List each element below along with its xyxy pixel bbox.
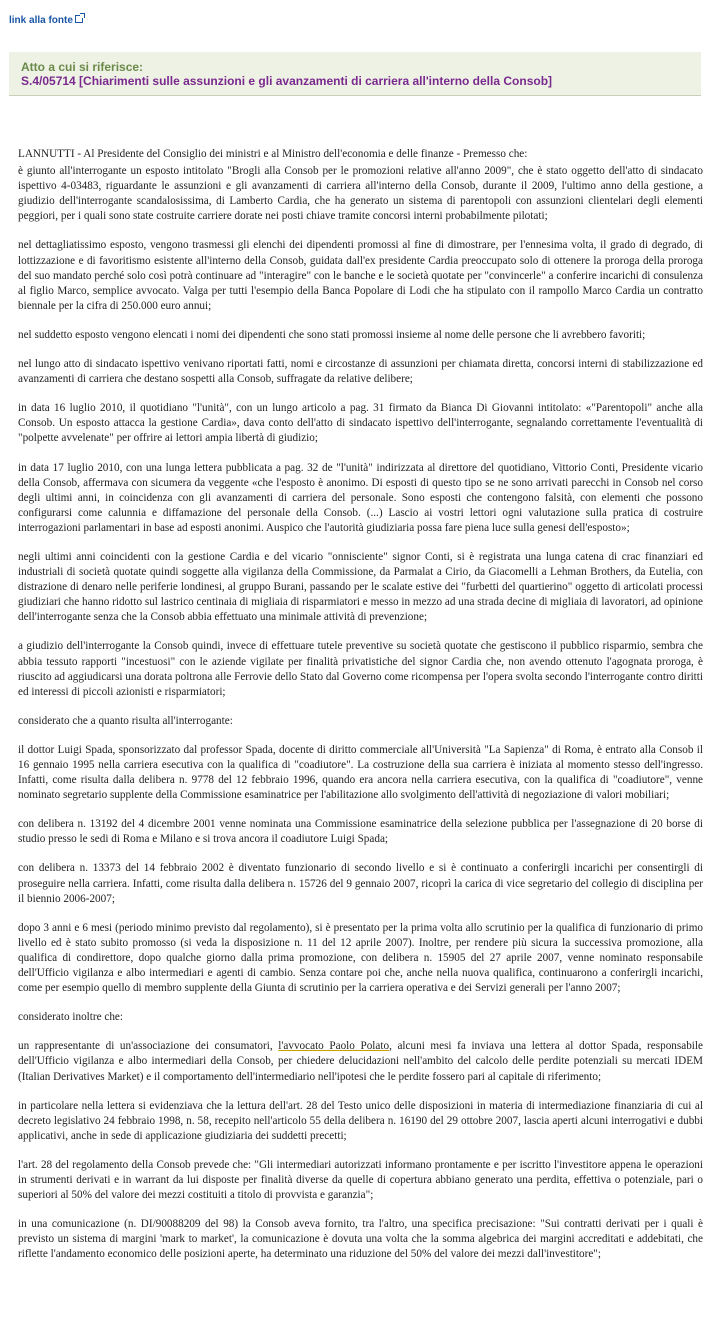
paragraph: negli ultimi anni coincidenti con la gestione Cardia e del vicario "onnisciente" signor Conti, si è registrata una lunga catena di crac finanziari ed industriali di società quotate quindi soggette alla vigilanza della Commissione, da Parmalat a Cirio, da Giacomelli a Lehman Brothers, da Eutelia, con distrazione di denaro nelle periferie londinesi, al gruppo Burani, passando per le scalate estive dei "furbetti del quartierino" oggetto di articolati processi giudiziari che hanno ridotto sul lastrico centinaia di migliaia di risparmiatori e messo in mezzo ad una strada decine di migliaia di lavoratori, ad opinione dell'interrogante senza che la Consob abbia effettuato una minimale attività di prevenzione; — [18, 550, 703, 624]
paragraph: con delibera n. 13192 del 4 dicembre 2001 venne nominata una Commissione esaminatrice della selezione pubblica per l'assegnazione di 20 borse di studio presso le sedi di Roma e Milano e si trova ancora il coadiutore Luigi Spada; — [18, 818, 703, 846]
document-body — [18, 147, 703, 1276]
paragraph: in data 16 luglio 2010, il quotidiano "l'unità", con un lungo articolo a pag. 31 firmato da Bianca Di Giovanni intitolato: «"Parentopoli" anche alla Consob. Un esposto attacca la gestione Cardia», dava conto dell'atto di sindacato ispettivo dell'interrogante, segnalando correttamente l'eventualità di "polpette avvelenate" per offrire ai lettori ampia libertà di giudizio; — [18, 402, 703, 445]
intro-paragraph: LANNUTTI - Al Presidente del Consiglio dei ministri e al Ministro dell'economia e delle finanze - Premesso che: — [18, 148, 528, 160]
paragraph: considerato inoltre che: — [18, 1011, 123, 1024]
source-link[interactable] — [9, 15, 83, 26]
external-link-icon — [75, 15, 83, 23]
polato-after: , alcuni mesi fa inviava una lettera al dottor Spada, responsabile dell'Ufficio vigilanza e albo intermediari della Consob, per chiedere delucidazioni nell'ambito del calcolo delle perdite potenziali su mercati IDEM (Italian Derivatives Market) e il comportamento dell'intermediario nell'ipotesi che le perdite fossero pari al capitale di riferimento; — [18, 1040, 703, 1083]
paragraph: il dottor Luigi Spada, sponsorizzato dal professor Spada, docente di diritto commerciale all'Università "La Sapienza" di Roma, è entrato alla Consob il 16 gennaio 1995 nella carriera esecutiva con la qualifica di "coadiutore". La costruzione della sua carriera è iniziata al momento stesso dell'ingresso. Infatti, come risulta dalla delibera n. 9778 del 12 febbraio 1996, quando era ancora nella carriera esecutiva, con la qualifica di "coadiutore", venne nominato segretario supplente della Commissione esaminatrice per l'abilitazione allo svolgimento dell'attività di negoziazione di valori mobiliari; — [18, 743, 703, 802]
paragraph: considerato che a quanto risulta all'interrogante: — [18, 714, 233, 727]
paragraph: l'art. 28 del regolamento della Consob prevede che: "Gli intermediari autorizzati informano prontamente e per iscritto l'investitore appena le operazioni in strumenti derivati e in warrant da lui disposte per finalità diverse da quelle di copertura abbiano generato una perdita, effettiva o potenziale, pari o superiori al 50% del valore dei mezzi costituiti a titolo di provvista e garanzia"; — [18, 1158, 703, 1202]
paragraph: dopo 3 anni e 6 mesi (periodo minimo previsto dal regolamento), si è presentato per la prima volta allo scrutinio per la qualifica di funzionario di primo livello ed è stato subito promosso (si veda la disposizione n. 11 del 12 aprile 2007). Inoltre, per rendere più sicura la successiva promozione, alla qualifica di condirettore, dopo qualche giorno dalla prima promozione, con delibera n. 15905 del 27 aprile 2007, venne nominato responsabile dell'Ufficio vigilanza e albo intermediari e agenti di cambio. Senza contare poi che, anche nella nuova qualifica, continuarono a conferirgli incarichi, come per esempio quello di membro supplente della Giunta di scrutinio per la carriera operativa e dei Servizi generali per l'anno 2007; — [18, 921, 703, 995]
paragraph: in una comunicazione (n. DI/90088209 del 98) la Consob aveva fornito, tra l'altro, una specifica precisazione: "Sui contratti derivati per i quali è previsto un sistema di margini 'mark to market', la comunicazione è dovuta una volta che la somma algebrica dei margini accreditati e addebitati, che riflette l'andamento economico delle posizioni aperte, ha determinato una riduzione del 50% del valore dei mezzi dall'investitore"; — [18, 1218, 703, 1261]
paragraph: a giudizio dell'interrogante la Consob quindi, invece di effettuare tutele preventive su società quotate che gestiscono il pubblico risparmio, sembra che abbia tessuto rapporti "incestuosi" con le aziende vigilate per finalità privatistiche del signor Cardia che, non avendo ottenuto l'agognata proroga, è riuscito ad aggiudicarsi una dorata poltrona alle Ferrovie dello Stato dal Governo come ricompensa per l'opera svolta secondo l'interrogante contro diritti ed interessi di piccoli azionisti e risparmiatori; — [18, 640, 703, 698]
paragraph: con delibera n. 13373 del 14 febbraio 2002 è diventato funzionario di secondo livello e si è continuato a conferirgli incarichi per consentirgli di proseguire nella carriera. Infatti, come risulta dalla delibera n. 15726 del 9 gennaio 2007, ricoprì la carica di vice segretario del collegio di disciplina per il biennio 2006-2007; — [18, 862, 703, 905]
paragraph: in particolare nella lettera si evidenziava che la lettura dell'art. 28 del Testo unico delle disposizioni in materia di intermediazione finanziaria di cui al decreto legislativo 24 febbraio 1998, n. 58, recepito nell'articolo 55 della delibera n. 16190 del 29 ottobre 2007, lascia aperti alcuni interrogativi e dubbi applicativi, anche in sede di applicazione giudiziaria dei suddetti precetti; — [18, 1099, 703, 1142]
reference-box — [9, 52, 701, 96]
paragraph: nel suddetto esposto vengono elencati i nomi dei dipendenti che sono stati promossi insieme al nome delle persone che li avrebbero favoriti; — [18, 328, 646, 341]
paragraph: è giunto all'interrogante un esposto intitolato "Brogli alla Consob per le promozioni relative all'anno 2009", che è stato oggetto dell'atto di sindacato ispettivo 4-03483, riguardante le assunzioni e gli avanzamenti di carriera all'interno della Consob, durante il 2009, l'ultimo anno della gestione, a giudizio dell'interrogante scandalosissima, di Lamberto Cardia, che ha generato un sistema di parentopoli con assunzioni clientelari degli elementi peggiori, per i quali sono state costruite carriere dorate nei posti chiave tramite concorsi interni probabilmente pilotati; — [18, 165, 703, 223]
paragraph-polato — [18, 1039, 703, 1084]
polato-link[interactable]: l'avvocato Paolo Polato — [278, 1040, 390, 1053]
paragraph: nel dettagliatissimo esposto, vengono trasmessi gli elenchi dei dipendenti promossi al fine di dimostrare, per l'ennesima volta, il grado di degrado, di lottizzazione e di favoritismo esistente all'interno della Consob, guidata dall'ex presidente Cardia preoccupato solo di ottenere la proroga della proroga del suo mandato perché solo così potrà continuare ad "interagire" con le banche e le società quotate per "convincerle" a conferire incarichi di consulenza al figlio Marco, semplice avvocato. Valga per tutti l'esempio della Banca Popolare di Lodi che ha stipulato con il rampollo Marco Cardia un contratto biennale per la cifra di 250.000 euro annui; — [18, 239, 703, 312]
reference-label: Atto a cui si riferisce: — [21, 60, 144, 74]
paragraph: in data 17 luglio 2010, con una lunga lettera pubblicata a pag. 32 de "l'unità" indirizzata al direttore del quotidiano, Vittorio Conti, Presidente vicario della Consob, affermava con sicumera da veggente «che l'esposto è anonimo. Di esposti di questo tipo se ne sono arrivati parecchi in Consob nel corso degli ultimi anni, in coincidenza con gli avanzamenti di carriera del personale. Sono esposti che contengono falsità, con elementi che possono configurarsi come calunnia e diffamazione del personale della Consob. (...) Lascio ai vostri lettori ogni valutazione sulla pratica di costruire interrogazioni parlamentari in base ad esposti anonimi. Auspico che l'autorità giudiziaria possa fare piena luce sulla genesi dell'esposto»; — [18, 461, 703, 534]
source-link-label: link alla fonte — [9, 15, 73, 26]
reference-title: S.4/05714 [Chiarimenti sulle assunzioni e gli avanzamenti di carriera all'interno della Consob] — [21, 74, 553, 88]
paragraph: nel lungo atto di sindacato ispettivo venivano riportati fatti, nomi e circostanze di assunzioni per chiamata diretta, concorsi interni di stabilizzazione ed avanzamenti di carriera che destano sospetti alla Consob, suffragate da relative delibere; — [18, 358, 703, 386]
polato-before: un rappresentante di un'associazione dei consumatori, — [18, 1040, 279, 1053]
